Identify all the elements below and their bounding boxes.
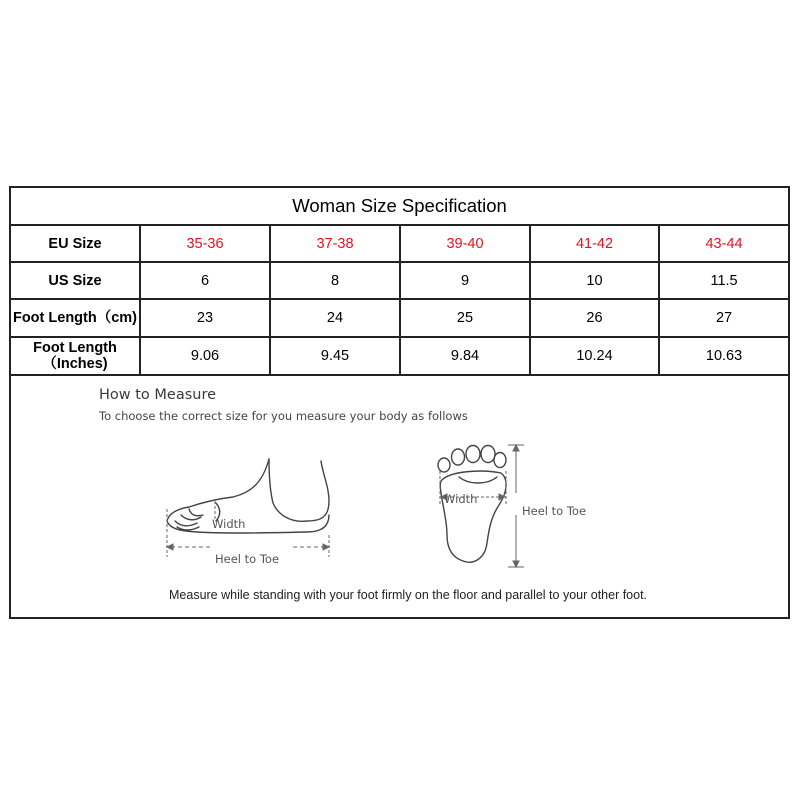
table-cell: 27 [659,299,788,337]
table-cell: 25 [400,299,530,337]
table-cell: 11.5 [659,262,788,299]
table-cell: 39-40 [400,225,530,262]
table-row-us [11,262,788,299]
table-cell: 10.63 [659,337,788,375]
measure-instruction: Measure while standing with your foot firmly on the floor and parallel to your other foot. [169,588,648,602]
size-table [11,188,788,376]
table-cell: 10.24 [530,337,659,375]
table-cell: 8 [270,262,400,299]
row-label-line2: （Inches) [42,356,108,372]
table-cell: 9 [400,262,530,299]
table-row-foot-length-inches [11,337,788,375]
how-to-measure-panel [11,375,788,619]
side-width-label: Width [212,517,246,531]
measure-illustrations [11,375,788,619]
sole-heel-to-toe-label: Heel to Toe [522,504,587,518]
table-cell: 23 [140,299,270,337]
table-row-foot-length-cm [11,299,788,337]
size-chart-frame [9,186,790,619]
table-cell: 10 [530,262,659,299]
table-cell: 9.84 [400,337,530,375]
table-title-row [11,188,788,225]
side-heel-to-toe-label: Heel to Toe [215,552,280,566]
table-row-eu [11,225,788,262]
how-to-measure-subtitle: To choose the correct size for you measure your body as follows [99,409,468,423]
row-label-us-size: US Size [11,262,140,299]
table-cell: 9.45 [270,337,400,375]
row-label-line1: Foot Length [33,340,117,356]
table-cell: 6 [140,262,270,299]
table-cell: 26 [530,299,659,337]
row-label-foot-length-cm: Foot Length（cm) [11,299,140,337]
table-cell: 41-42 [530,225,659,262]
table-cell: 43-44 [659,225,788,262]
table-cell: 24 [270,299,400,337]
foot-side-view-icon [167,459,329,533]
table-cell: 37-38 [270,225,400,262]
how-to-measure-title: How to Measure [99,387,217,403]
row-label-foot-length-inches [11,337,140,375]
row-label-eu-size: EU Size [11,225,140,262]
table-cell: 35-36 [140,225,270,262]
table-title: Woman Size Specification [11,188,788,225]
table-cell: 9.06 [140,337,270,375]
sole-width-label: Width [444,492,478,506]
